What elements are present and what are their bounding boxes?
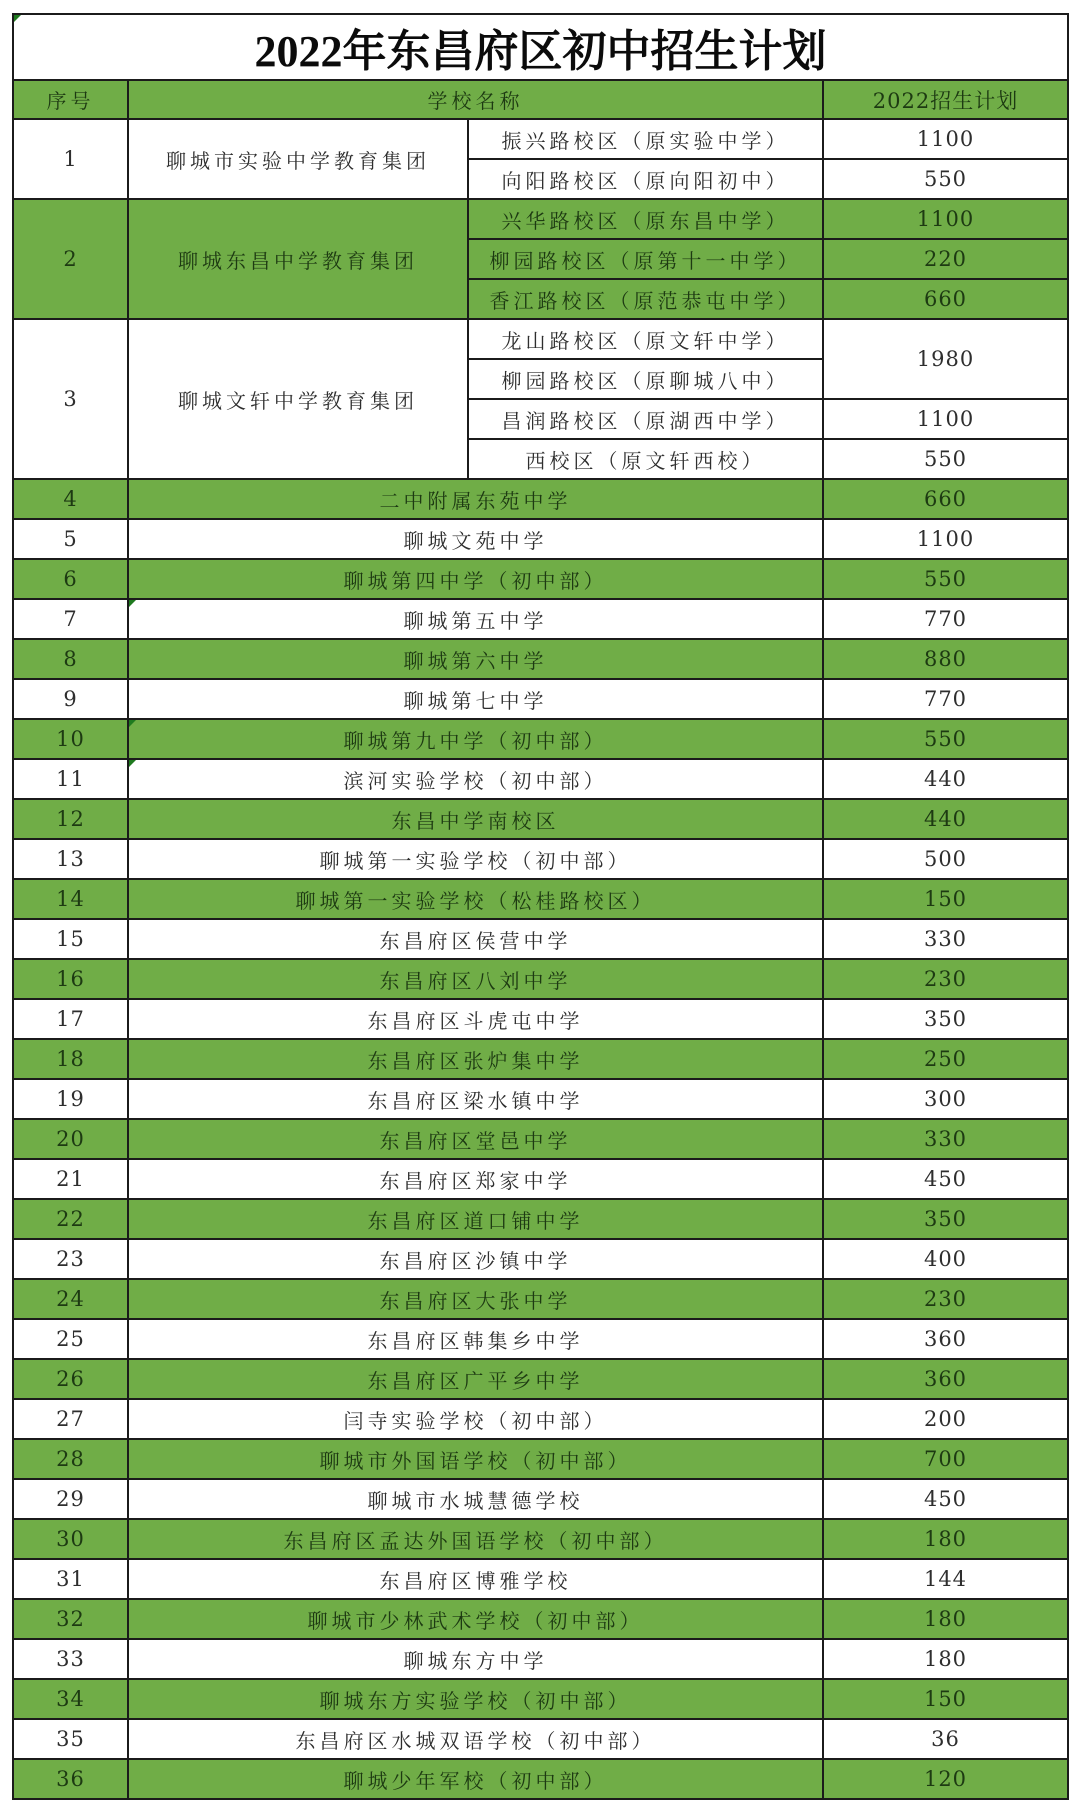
plan-value: 1100 bbox=[823, 119, 1068, 159]
row-index: 23 bbox=[13, 1239, 128, 1279]
row-index: 21 bbox=[13, 1159, 128, 1199]
school-name-text: 东昌府区张炉集中学 bbox=[367, 1048, 584, 1073]
school-name bbox=[128, 1679, 823, 1719]
school-name bbox=[128, 1519, 823, 1559]
plan-value: 450 bbox=[823, 1159, 1068, 1199]
table-row bbox=[13, 1479, 1068, 1519]
group-name: 聊城东昌中学教育集团 bbox=[128, 199, 468, 319]
group-name: 聊城文轩中学教育集团 bbox=[128, 319, 468, 479]
school-name bbox=[128, 799, 823, 839]
school-name bbox=[128, 1039, 823, 1079]
school-name bbox=[128, 1359, 823, 1399]
campus-name: 兴华路校区（原东昌中学） bbox=[468, 199, 823, 239]
table-row bbox=[13, 1559, 1068, 1599]
table-row bbox=[13, 1159, 1068, 1199]
row-index: 12 bbox=[13, 799, 128, 839]
title-row bbox=[13, 14, 1068, 80]
table-row bbox=[13, 1719, 1068, 1759]
school-name-text: 聊城第一实验学校（松桂路校区） bbox=[295, 888, 656, 913]
school-name bbox=[128, 639, 823, 679]
school-name-text: 东昌府区广平乡中学 bbox=[367, 1368, 584, 1393]
header-index: 序号 bbox=[13, 80, 128, 119]
school-name bbox=[128, 1119, 823, 1159]
school-name-text: 东昌府区八刘中学 bbox=[379, 968, 572, 993]
plan-value: 550 bbox=[823, 559, 1068, 599]
school-name bbox=[128, 1279, 823, 1319]
table-row bbox=[13, 1119, 1068, 1159]
plan-value: 120 bbox=[823, 1759, 1068, 1799]
plan-value: 1100 bbox=[823, 519, 1068, 559]
school-name-text: 聊城第七中学 bbox=[403, 688, 548, 713]
plan-value: 400 bbox=[823, 1239, 1068, 1279]
school-name bbox=[128, 719, 823, 759]
campus-name: 柳园路校区（原聊城八中） bbox=[468, 359, 823, 399]
school-name bbox=[128, 1159, 823, 1199]
row-index: 31 bbox=[13, 1559, 128, 1599]
school-name bbox=[128, 1199, 823, 1239]
school-name bbox=[128, 679, 823, 719]
row-index: 32 bbox=[13, 1599, 128, 1639]
school-name-text: 聊城市水城慧德学校 bbox=[367, 1488, 584, 1513]
table-row bbox=[13, 999, 1068, 1039]
table-row bbox=[13, 919, 1068, 959]
plan-value: 550 bbox=[823, 159, 1068, 199]
school-name bbox=[128, 519, 823, 559]
school-name-text: 东昌府区梁水镇中学 bbox=[367, 1088, 584, 1113]
plan-value: 350 bbox=[823, 1199, 1068, 1239]
plan-value: 1100 bbox=[823, 399, 1068, 439]
plan-value: 440 bbox=[823, 799, 1068, 839]
school-name-text: 东昌府区孟达外国语学校（初中部） bbox=[283, 1528, 668, 1553]
school-name bbox=[128, 1319, 823, 1359]
table-row bbox=[13, 759, 1068, 799]
table-row bbox=[13, 599, 1068, 639]
school-name bbox=[128, 1639, 823, 1679]
table-row bbox=[13, 199, 1068, 239]
plan-value: 770 bbox=[823, 599, 1068, 639]
school-name-text: 东昌府区大张中学 bbox=[379, 1288, 572, 1313]
table-row bbox=[13, 879, 1068, 919]
table-row bbox=[13, 679, 1068, 719]
plan-value: 360 bbox=[823, 1319, 1068, 1359]
school-name-text: 滨河实验学校（初中部） bbox=[343, 768, 608, 793]
row-index: 17 bbox=[13, 999, 128, 1039]
cell-comment-indicator-icon bbox=[129, 760, 136, 767]
row-index: 24 bbox=[13, 1279, 128, 1319]
table-row bbox=[13, 319, 1068, 359]
school-name-text: 聊城市外国语学校（初中部） bbox=[319, 1448, 632, 1473]
table-row bbox=[13, 479, 1068, 519]
campus-name: 香江路校区（原范恭屯中学） bbox=[468, 279, 823, 319]
table-row bbox=[13, 959, 1068, 999]
row-index: 13 bbox=[13, 839, 128, 879]
plan-value: 450 bbox=[823, 1479, 1068, 1519]
table-row bbox=[13, 1359, 1068, 1399]
table-row bbox=[13, 1599, 1068, 1639]
campus-name: 柳园路校区（原第十一中学） bbox=[468, 239, 823, 279]
table-row bbox=[13, 1439, 1068, 1479]
school-name-text: 聊城第九中学（初中部） bbox=[343, 728, 608, 753]
plan-value: 360 bbox=[823, 1359, 1068, 1399]
row-index: 22 bbox=[13, 1199, 128, 1239]
plan-value: 36 bbox=[823, 1719, 1068, 1759]
row-index: 3 bbox=[13, 319, 128, 479]
plan-value: 180 bbox=[823, 1639, 1068, 1679]
table-row bbox=[13, 1079, 1068, 1119]
plan-value: 350 bbox=[823, 999, 1068, 1039]
school-name-text: 东昌府区堂邑中学 bbox=[379, 1128, 572, 1153]
row-index: 4 bbox=[13, 479, 128, 519]
plan-value: 300 bbox=[823, 1079, 1068, 1119]
plan-value: 150 bbox=[823, 1679, 1068, 1719]
school-name-text: 二中附属东苑中学 bbox=[379, 488, 572, 513]
plan-value: 550 bbox=[823, 719, 1068, 759]
plan-value: 660 bbox=[823, 479, 1068, 519]
row-index: 30 bbox=[13, 1519, 128, 1559]
table-row bbox=[13, 839, 1068, 879]
row-index: 9 bbox=[13, 679, 128, 719]
row-index: 7 bbox=[13, 599, 128, 639]
header-row bbox=[13, 80, 1068, 119]
school-name-text: 东昌中学南校区 bbox=[391, 808, 560, 833]
table-row bbox=[13, 1279, 1068, 1319]
table-row bbox=[13, 519, 1068, 559]
plan-value: 250 bbox=[823, 1039, 1068, 1079]
plan-value: 220 bbox=[823, 239, 1068, 279]
school-name-text: 闫寺实验学校（初中部） bbox=[343, 1408, 608, 1433]
table-row bbox=[13, 1399, 1068, 1439]
table-row bbox=[13, 1639, 1068, 1679]
school-name bbox=[128, 479, 823, 519]
cell-comment-indicator-icon bbox=[129, 600, 136, 607]
school-name-text: 东昌府区侯营中学 bbox=[379, 928, 572, 953]
row-index: 25 bbox=[13, 1319, 128, 1359]
school-name bbox=[128, 839, 823, 879]
school-name bbox=[128, 999, 823, 1039]
plan-value: 440 bbox=[823, 759, 1068, 799]
plan-value: 230 bbox=[823, 959, 1068, 999]
school-name-text: 东昌府区博雅学校 bbox=[379, 1568, 572, 1593]
plan-value: 660 bbox=[823, 279, 1068, 319]
school-name-text: 聊城文苑中学 bbox=[403, 528, 548, 553]
row-index: 36 bbox=[13, 1759, 128, 1799]
school-name-text: 东昌府区韩集乡中学 bbox=[367, 1328, 584, 1353]
school-name bbox=[128, 1559, 823, 1599]
row-index: 27 bbox=[13, 1399, 128, 1439]
plan-value: 1100 bbox=[823, 199, 1068, 239]
school-name bbox=[128, 1759, 823, 1799]
cell-comment-indicator-icon bbox=[129, 720, 136, 727]
row-index: 16 bbox=[13, 959, 128, 999]
table-row bbox=[13, 1519, 1068, 1559]
plan-value: 880 bbox=[823, 639, 1068, 679]
row-index: 10 bbox=[13, 719, 128, 759]
school-name-text: 聊城东方中学 bbox=[403, 1648, 548, 1673]
header-plan: 2022招生计划 bbox=[823, 80, 1068, 119]
row-index: 15 bbox=[13, 919, 128, 959]
plan-value: 330 bbox=[823, 1119, 1068, 1159]
row-index: 34 bbox=[13, 1679, 128, 1719]
school-name-text: 东昌府区道口铺中学 bbox=[367, 1208, 584, 1233]
row-index: 14 bbox=[13, 879, 128, 919]
table-row bbox=[13, 1319, 1068, 1359]
plan-value: 230 bbox=[823, 1279, 1068, 1319]
school-name-text: 聊城第四中学（初中部） bbox=[343, 568, 608, 593]
school-name bbox=[128, 919, 823, 959]
campus-name: 振兴路校区（原实验中学） bbox=[468, 119, 823, 159]
row-index: 6 bbox=[13, 559, 128, 599]
plan-value: 200 bbox=[823, 1399, 1068, 1439]
campus-name: 龙山路校区（原文轩中学） bbox=[468, 319, 823, 359]
row-index: 29 bbox=[13, 1479, 128, 1519]
table-row bbox=[13, 1199, 1068, 1239]
plan-value-merged: 1980 bbox=[823, 319, 1068, 399]
enrollment-plan-table bbox=[12, 13, 1069, 1800]
school-name-text: 东昌府区郑家中学 bbox=[379, 1168, 572, 1193]
school-name bbox=[128, 879, 823, 919]
table-row bbox=[13, 639, 1068, 679]
school-name-text: 东昌府区水城双语学校（初中部） bbox=[295, 1728, 656, 1753]
school-name bbox=[128, 1599, 823, 1639]
plan-value: 700 bbox=[823, 1439, 1068, 1479]
plan-value: 330 bbox=[823, 919, 1068, 959]
row-index: 5 bbox=[13, 519, 128, 559]
school-name bbox=[128, 559, 823, 599]
plan-value: 180 bbox=[823, 1519, 1068, 1559]
table-row bbox=[13, 1239, 1068, 1279]
row-index: 26 bbox=[13, 1359, 128, 1399]
plan-value: 144 bbox=[823, 1559, 1068, 1599]
row-index: 28 bbox=[13, 1439, 128, 1479]
row-index: 35 bbox=[13, 1719, 128, 1759]
school-name-text: 聊城市少林武术学校（初中部） bbox=[307, 1608, 644, 1633]
row-index: 33 bbox=[13, 1639, 128, 1679]
row-index: 8 bbox=[13, 639, 128, 679]
plan-value: 180 bbox=[823, 1599, 1068, 1639]
table-row bbox=[13, 1039, 1068, 1079]
school-name-text: 东昌府区斗虎屯中学 bbox=[367, 1008, 584, 1033]
school-name bbox=[128, 1479, 823, 1519]
row-index: 11 bbox=[13, 759, 128, 799]
row-index: 2 bbox=[13, 199, 128, 319]
school-name bbox=[128, 759, 823, 799]
school-name-text: 聊城第五中学 bbox=[403, 608, 548, 633]
table-row bbox=[13, 799, 1068, 839]
row-index: 18 bbox=[13, 1039, 128, 1079]
campus-name: 昌润路校区（原湖西中学） bbox=[468, 399, 823, 439]
school-name-text: 东昌府区沙镇中学 bbox=[379, 1248, 572, 1273]
plan-value: 150 bbox=[823, 879, 1068, 919]
table-row bbox=[13, 1759, 1068, 1799]
group-name: 聊城市实验中学教育集团 bbox=[128, 119, 468, 199]
school-name bbox=[128, 599, 823, 639]
row-index: 20 bbox=[13, 1119, 128, 1159]
plan-value: 770 bbox=[823, 679, 1068, 719]
table-row bbox=[13, 559, 1068, 599]
school-name bbox=[128, 1719, 823, 1759]
school-name bbox=[128, 1079, 823, 1119]
cell-comment-indicator-icon bbox=[14, 15, 21, 22]
school-name bbox=[128, 1239, 823, 1279]
campus-name: 西校区（原文轩西校） bbox=[468, 439, 823, 479]
plan-value: 550 bbox=[823, 439, 1068, 479]
table-row bbox=[13, 119, 1068, 159]
school-name-text: 聊城东方实验学校（初中部） bbox=[319, 1688, 632, 1713]
table-row bbox=[13, 719, 1068, 759]
table-title: 2022年东昌府区初中招生计划 bbox=[13, 14, 1068, 80]
school-name bbox=[128, 959, 823, 999]
row-index: 1 bbox=[13, 119, 128, 199]
plan-value: 500 bbox=[823, 839, 1068, 879]
header-school-name: 学校名称 bbox=[128, 80, 823, 119]
campus-name: 向阳路校区（原向阳初中） bbox=[468, 159, 823, 199]
school-name-text: 聊城第六中学 bbox=[403, 648, 548, 673]
school-name-text: 聊城第一实验学校（初中部） bbox=[319, 848, 632, 873]
row-index: 19 bbox=[13, 1079, 128, 1119]
school-name bbox=[128, 1399, 823, 1439]
school-name bbox=[128, 1439, 823, 1479]
school-name-text: 聊城少年军校（初中部） bbox=[343, 1768, 608, 1793]
table-row bbox=[13, 1679, 1068, 1719]
enrollment-plan-sheet bbox=[12, 13, 1067, 1800]
